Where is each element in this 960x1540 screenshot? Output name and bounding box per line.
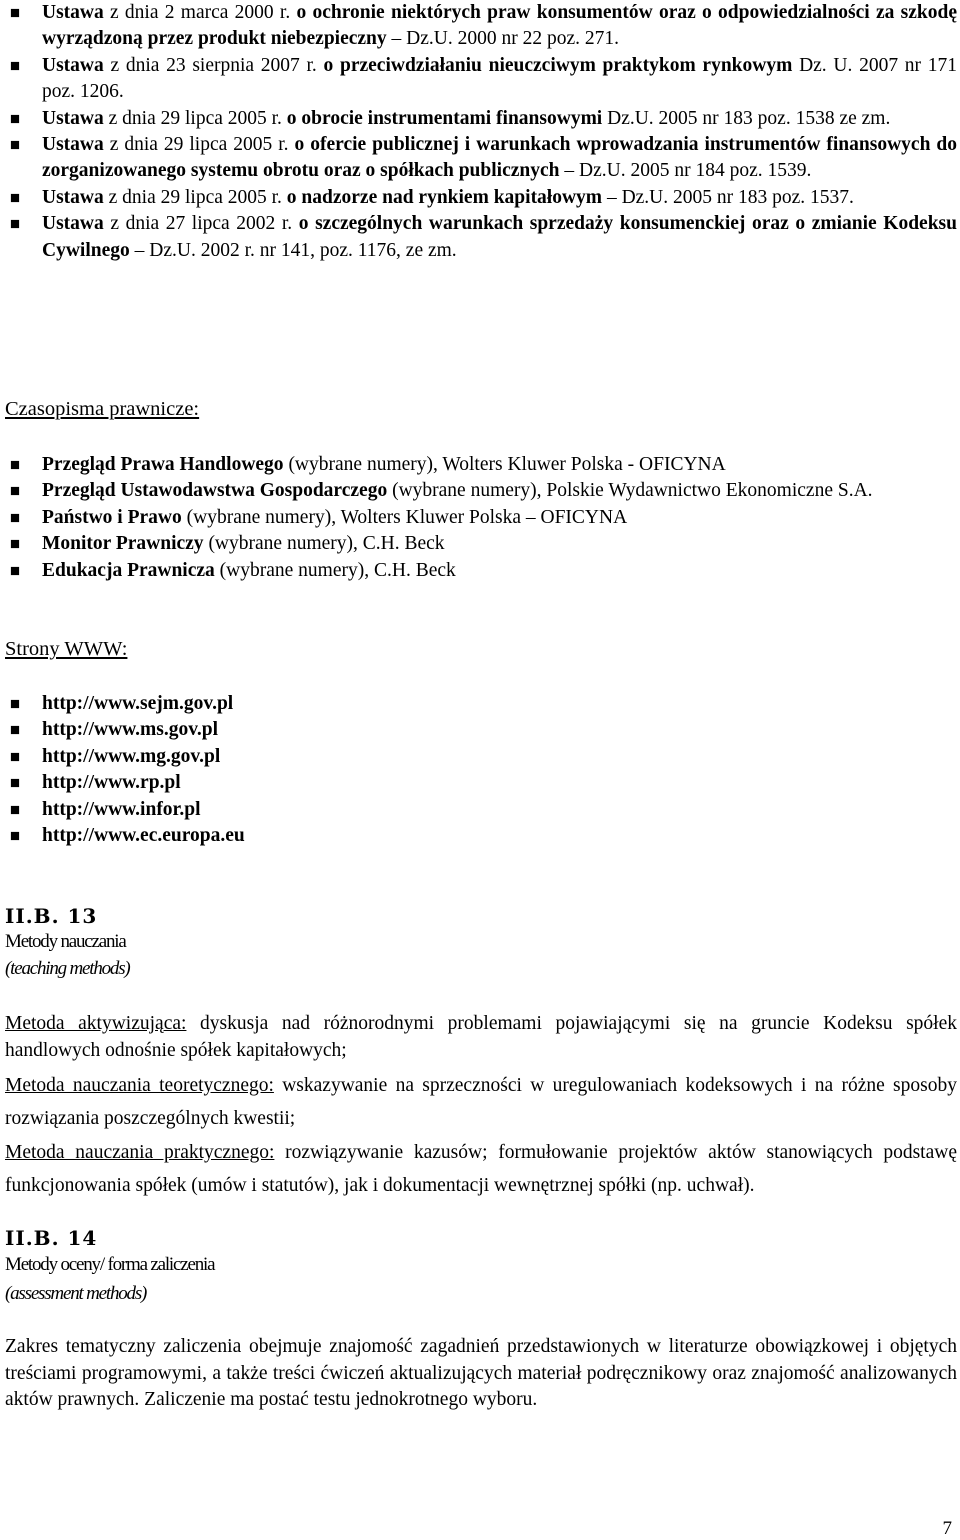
website-link[interactable]: http://www.mg.gov.pl <box>0 744 957 770</box>
section-14-subtitle: (assessment methods) <box>5 1283 147 1304</box>
square-bullet-icon <box>11 220 19 228</box>
square-bullet-icon <box>11 753 19 761</box>
list-item: Edukacja Prawnicza (wybrane numery), C.H. Beck <box>0 558 957 584</box>
square-bullet-icon <box>11 514 19 522</box>
section-13-code: II.B. 13 <box>5 904 98 928</box>
square-bullet-icon <box>11 700 19 708</box>
website-link[interactable]: http://www.infor.pl <box>0 797 957 823</box>
square-bullet-icon <box>11 567 19 575</box>
square-bullet-icon <box>11 461 19 469</box>
section-14-code: II.B. 14 <box>5 1226 98 1250</box>
square-bullet-icon <box>11 832 19 840</box>
square-bullet-icon <box>11 726 19 734</box>
list-item: Przegląd Ustawodawstwa Gospodarczego (wybrane numery), Polskie Wydawnictwo Ekonomiczne S.A. <box>0 478 957 504</box>
square-bullet-icon <box>11 115 19 123</box>
square-bullet-icon <box>11 487 19 495</box>
section-14-title: Metody oceny/ forma zaliczenia <box>5 1254 215 1275</box>
assessment-paragraph: Zakres tematyczny zaliczenia obejmuje znajomość zagadnień przedstawionych w literaturze obowiązkowej i objętych treściami programowymi, a także treści ćwiczeń aktualizujących materiał podręcznikowy oraz znajomość analizowanych aktów prawnych. Zaliczenie ma postać testu jednokrotnego wyboru. <box>5 1336 957 1410</box>
website-link[interactable]: http://www.ms.gov.pl <box>0 717 957 743</box>
list-item: Ustawa z dnia 29 lipca 2005 r. o ofercie publicznej i warunkach wprowadzania instrumentów finansowych do zorganizowanego systemu obrotu oraz o spółkach publicznych – Dz.U. 2005 nr 184 poz. 1539. <box>0 132 957 185</box>
list-item: Ustawa z dnia 23 sierpnia 2007 r. o przeciwdziałaniu nieuczciwym praktykom rynkowym Dz. U. 2007 nr 171 poz. 1206. <box>0 53 957 106</box>
www-heading: Strony WWW: <box>5 638 128 660</box>
square-bullet-icon <box>11 540 19 548</box>
list-item: Monitor Prawniczy (wybrane numery), C.H. Beck <box>0 531 957 557</box>
section-13-subtitle: (teaching methods) <box>5 958 130 979</box>
list-item: Państwo i Prawo (wybrane numery), Wolters Kluwer Polska – OFICYNA <box>0 505 957 531</box>
section-13-title: Metody nauczania <box>5 931 126 952</box>
website-link[interactable]: http://www.sejm.gov.pl <box>0 691 957 717</box>
list-item: Przegląd Prawa Handlowego (wybrane numery), Wolters Kluwer Polska - OFICYNA <box>0 452 957 478</box>
square-bullet-icon <box>11 141 19 149</box>
list-item: Ustawa z dnia 2 marca 2000 r. o ochronie niektórych praw konsumentów oraz o odpowiedzialności za szkodę wyrządzoną przez produkt niebezpieczny – Dz.U. 2000 nr 22 poz. 271. <box>0 0 957 53</box>
square-bullet-icon <box>11 779 19 787</box>
websites-list <box>0 691 957 849</box>
method-practical: Metoda nauczania praktycznego: rozwiązywanie kazusów; formułowanie projektów aktów stanowiących podstawę funkcjonowania spółek (umów i statutów), jak i dokumentacji wewnętrznej spółki (np. uchwał). <box>5 1142 957 1196</box>
website-link[interactable]: http://www.ec.europa.eu <box>0 823 957 849</box>
journals-heading: Czasopisma prawnicze: <box>5 398 200 420</box>
square-bullet-icon <box>11 194 19 202</box>
laws-list <box>0 0 957 264</box>
square-bullet-icon <box>11 62 19 70</box>
page-number: 7 <box>942 1518 952 1539</box>
method-theoretical: Metoda nauczania teoretycznego: wskazywanie na sprzeczności w uregulowaniach kodeksowych i na różne sposoby rozwiązania poszczególnych kwestii; <box>5 1075 957 1129</box>
square-bullet-icon <box>11 9 19 17</box>
list-item: Ustawa z dnia 27 lipca 2002 r. o szczególnych warunkach sprzedaży konsumenckiej oraz o zmianie Kodeksu Cywilnego – Dz.U. 2002 r. nr 141, poz. 1176, ze zm. <box>0 211 957 264</box>
list-item: Ustawa z dnia 29 lipca 2005 r. o nadzorze nad rynkiem kapitałowym – Dz.U. 2005 nr 183 poz. 1537. <box>0 185 957 211</box>
journals-list <box>0 452 957 584</box>
list-item: Ustawa z dnia 29 lipca 2005 r. o obrocie instrumentami finansowymi Dz.U. 2005 nr 183 poz. 1538 ze zm. <box>0 106 957 132</box>
square-bullet-icon <box>11 806 19 814</box>
website-link[interactable]: http://www.rp.pl <box>0 770 957 796</box>
method-activating: Metoda aktywizująca: dyskusja nad różnorodnymi problemami pojawiającymi się na gruncie Kodeksu spółek handlowych odnośnie spółek kapitałowych; <box>5 1013 957 1061</box>
